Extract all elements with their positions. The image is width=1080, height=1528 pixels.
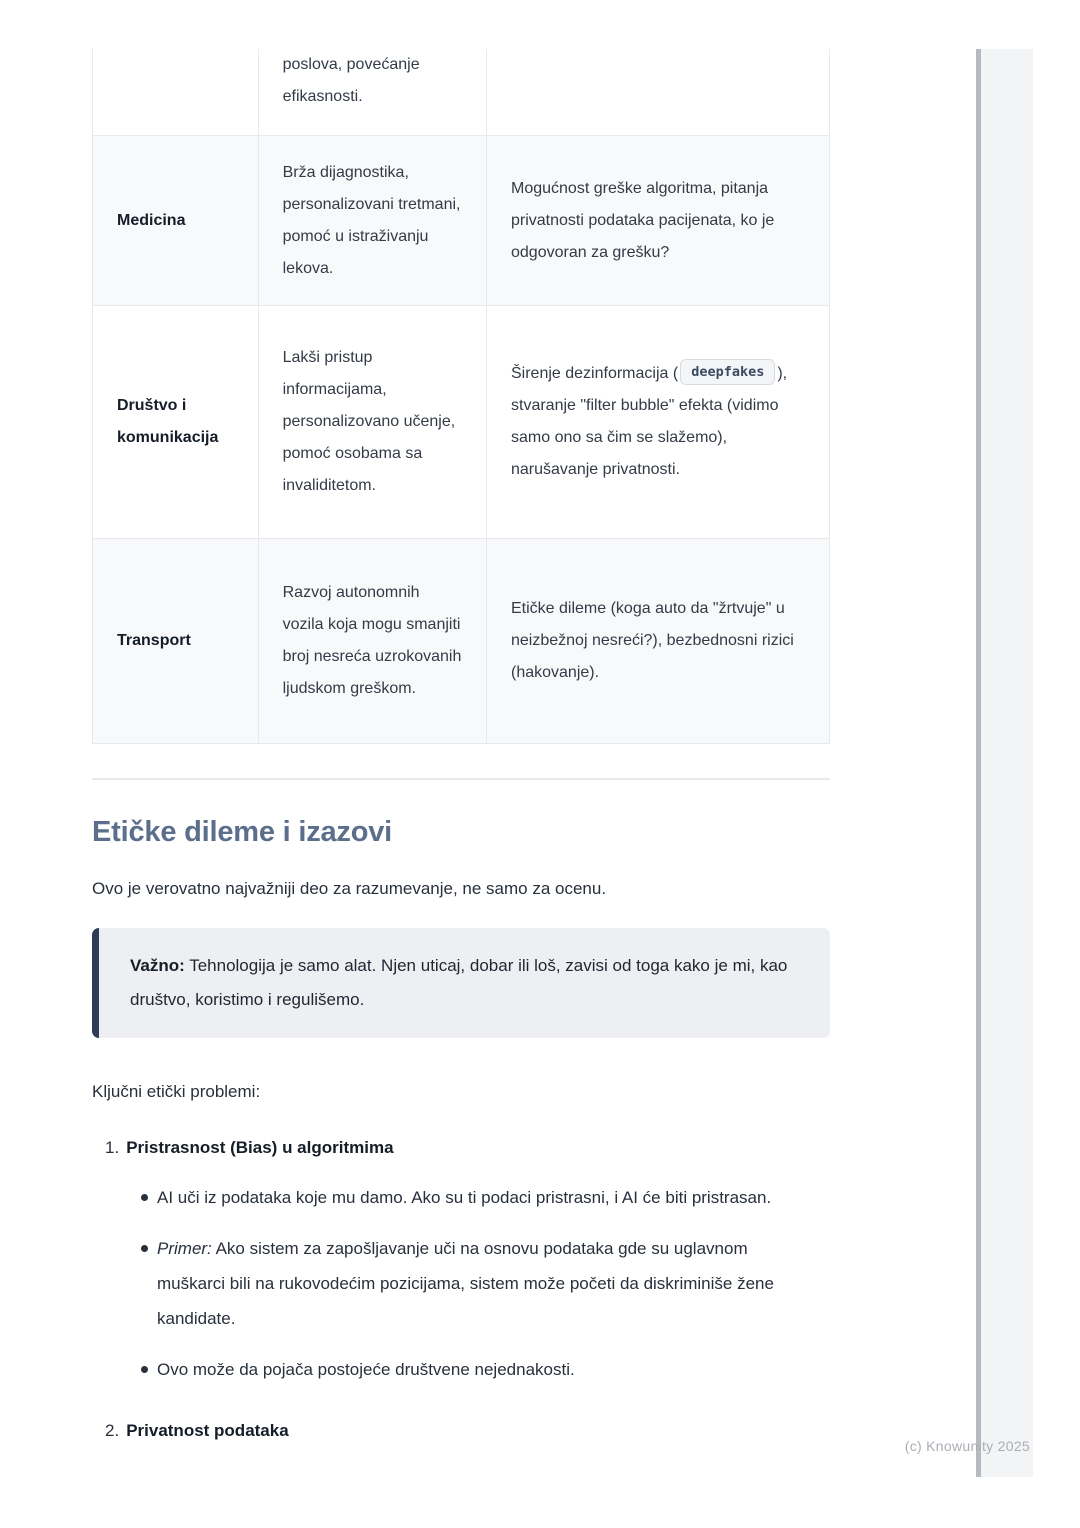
negative-cell bbox=[487, 306, 829, 538]
positive-text: poslova, povećanje efikasnosti. bbox=[282, 56, 420, 105]
ai-impact-table bbox=[92, 49, 830, 744]
bullet-text: Ako sistem za zapošljavanje uči na osnovu podataka gde su uglavnom muškarci bili na rukovodećim pozicijama, sistem može početi da diskriminiše žene kandidate. bbox=[157, 1239, 774, 1328]
bullet-text-wrap bbox=[157, 1180, 771, 1215]
next-page-edge bbox=[976, 49, 1033, 1477]
negative-text: Mogućnost greške algoritma, pitanja privatnosti podataka pacijenata, ko je odgovoran za grešku? bbox=[511, 179, 775, 261]
callout-label: Važno: bbox=[130, 956, 185, 975]
bullet-item bbox=[92, 1180, 830, 1215]
list-intro: Ključni etički problemi: bbox=[92, 1082, 261, 1101]
table-row bbox=[93, 49, 829, 135]
bullet-text-wrap bbox=[157, 1352, 575, 1387]
negative-cell bbox=[487, 136, 829, 305]
intro-paragraph: Ovo je verovatno najvažniji deo za razumevanje, ne samo za ocenu. bbox=[92, 879, 607, 898]
bullet-text: AI uči iz podataka koje mu damo. Ako su ti podaci pristrasni, i AI će biti pristrasan. bbox=[157, 1188, 772, 1207]
inline-code-deepfakes: deepfakes bbox=[680, 359, 775, 385]
negative-text-pre: Širenje dezinformacija ( bbox=[511, 365, 679, 382]
section-heading: Etičke dileme i izazovi bbox=[92, 816, 393, 848]
bullet-dot-icon bbox=[140, 1231, 157, 1336]
bullet-text: Ovo može da pojača postojeće društvene nejednakosti. bbox=[157, 1360, 575, 1379]
bullet-list bbox=[92, 1180, 830, 1387]
positive-text: Brža dijagnostika, personalizovani tretmani, pomoć u istraživanju lekova. bbox=[282, 163, 461, 277]
copyright-watermark: (c) Knowunity 2025 bbox=[904, 1438, 1030, 1454]
table-row bbox=[93, 305, 829, 538]
negative-cell bbox=[487, 49, 829, 135]
negative-cell bbox=[487, 539, 829, 743]
bullet-dot-icon bbox=[140, 1180, 157, 1215]
category-text: Transport bbox=[117, 632, 191, 649]
section-divider bbox=[92, 778, 830, 780]
positive-text: Lakši pristup informacijama, personalizovano učenje, pomoć osobama sa invaliditetom. bbox=[282, 349, 456, 494]
positive-cell bbox=[259, 136, 487, 305]
category-cell bbox=[93, 136, 259, 305]
negative-text-post: ), stvaranje "filter bubble" efekta (vidimo samo ono sa čim se slažemo), narušavanje privatnosti. bbox=[511, 365, 788, 478]
bullet-lead: Primer: bbox=[157, 1239, 212, 1258]
category-text: Društvo i komunikacija bbox=[117, 397, 219, 446]
category-cell bbox=[93, 306, 259, 538]
table-row bbox=[93, 135, 829, 305]
category-text: Medicina bbox=[117, 211, 186, 229]
item-number: 2. bbox=[105, 1421, 120, 1440]
negative-text: Etičke dileme (koga auto da "žrtvuje" u neizbežnoj nesreći?), bezbednosni rizici (hakovanje). bbox=[511, 600, 794, 681]
table-row bbox=[93, 538, 829, 743]
bullet-item bbox=[92, 1352, 830, 1387]
bullet-item bbox=[92, 1231, 830, 1336]
item-title: Pristrasnost (Bias) u algoritmima bbox=[126, 1138, 394, 1157]
category-cell bbox=[93, 49, 259, 135]
item-title: Privatnost podataka bbox=[126, 1421, 289, 1440]
callout-text: Tehnologija je samo alat. Njen uticaj, dobar ili loš, zavisi od toga kako je mi, kao društvo, koristimo i regulišemo. bbox=[130, 956, 788, 1009]
positive-cell bbox=[259, 539, 487, 743]
positive-cell bbox=[259, 49, 487, 135]
numbered-item-2 bbox=[92, 1419, 830, 1443]
bullet-dot-icon bbox=[140, 1352, 157, 1387]
numbered-item-1 bbox=[92, 1136, 830, 1160]
positive-cell bbox=[259, 306, 487, 538]
negative-text bbox=[511, 358, 805, 486]
category-cell bbox=[93, 539, 259, 743]
item-number: 1. bbox=[105, 1138, 120, 1157]
important-callout bbox=[92, 928, 830, 1038]
page-content bbox=[92, 0, 830, 1443]
positive-text: Razvoj autonomnih vozila koja mogu smanjiti broj nesreća uzrokovanih ljudskom greškom. bbox=[282, 584, 462, 697]
bullet-text-wrap bbox=[157, 1231, 807, 1336]
